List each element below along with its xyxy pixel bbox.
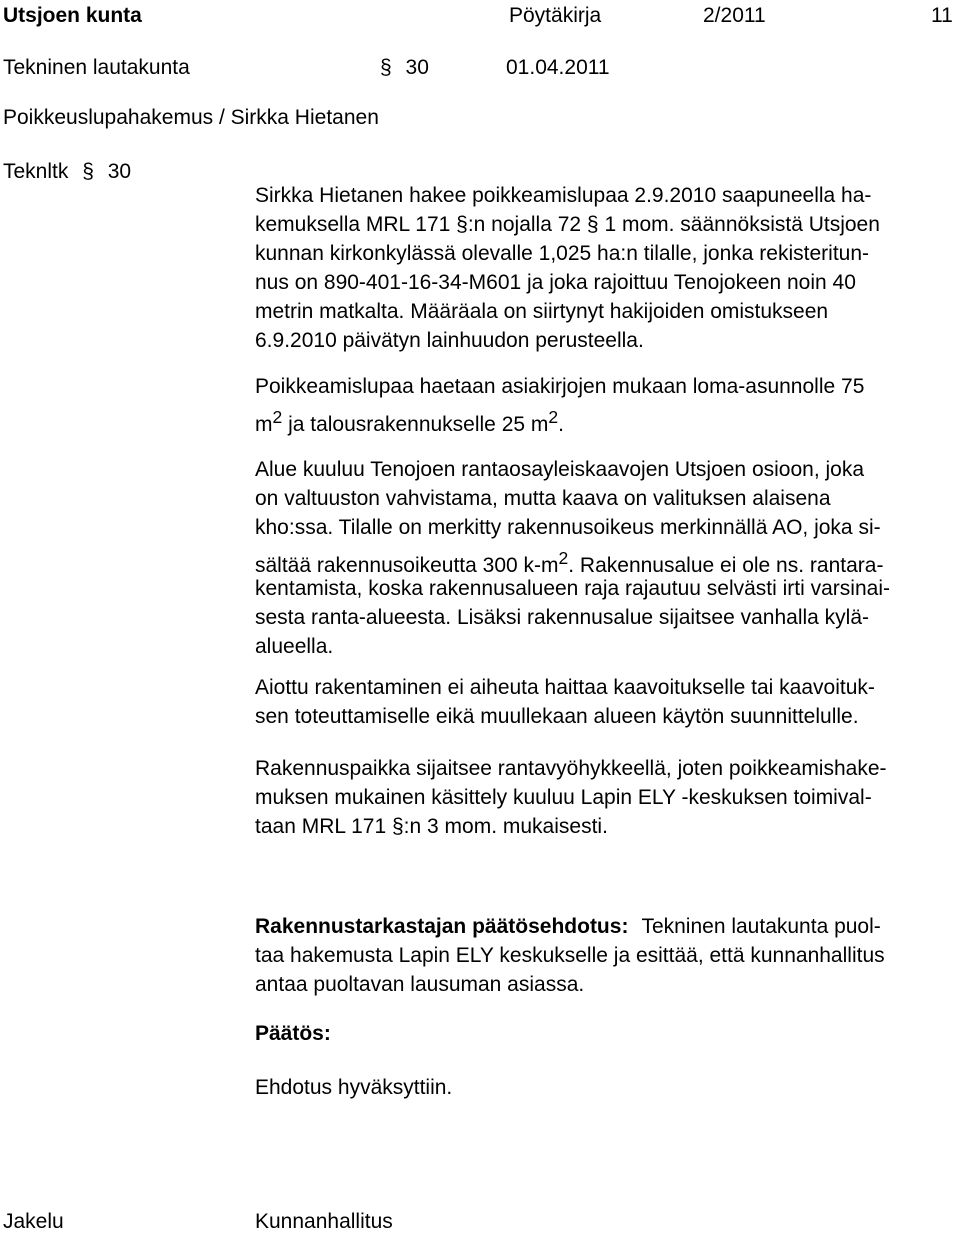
- text-line: kentamista, koska rakennusalueen raja rajautuu selvästi irti varsinai-: [255, 577, 890, 600]
- proposal-section: [255, 912, 960, 999]
- committee-reference: [3, 161, 131, 182]
- text-line: 6.9.2010 päivätyn lainhuudon perusteella.: [255, 329, 644, 352]
- text-line: sen toteuttamiselle eikä muullekaan alueen käytön suunnittelulle.: [255, 705, 859, 728]
- municipality-name: Utsjoen kunta: [3, 4, 142, 27]
- text-line: antaa puoltavan lausuman asiassa.: [255, 973, 585, 996]
- distribution-label: Jakelu: [3, 1210, 64, 1233]
- section-symbol: §: [380, 56, 392, 79]
- section-symbol: §: [456, 213, 468, 236]
- text-line: taan MRL 171 §:n 3 mom. mukaisesti.: [255, 812, 960, 841]
- text-line: Alue kuuluu Tenojoen rantaosayleiskaavojen Utsjoen osioon, joka: [255, 458, 865, 481]
- document-number: 2/2011: [703, 4, 766, 27]
- superscript: 2: [558, 548, 569, 568]
- superscript: 2: [272, 407, 283, 427]
- text-line: $m^2$ ja talousrakennukselle 25 $m^2$.: [255, 407, 564, 436]
- reference-label: Teknltk: [3, 160, 69, 183]
- text-line: Rakennustarkastajan päätösehdotus: Tekninen lautakunta puol-: [255, 915, 881, 938]
- text-line: kunnan kirkonkylässä olevalle 1,025 ha:n tilalle, jonka rekisteritun-: [255, 242, 870, 265]
- text-line: kho:ssa. Tilalle on merkitty rakennusoikeus merkinnällä AO, joka si-: [255, 516, 881, 539]
- text-line: on valtuuston vahvistama, mutta kaava on valituksen alaisena: [255, 487, 831, 510]
- text-line: muksen mukainen käsittely kuuluu Lapin ELY -keskuksen toimival-: [255, 786, 872, 809]
- text-line: Sirkka Hietanen hakee poikkeamislupaa 2.9.2010 saapuneella ha-: [255, 184, 872, 207]
- reference-number: 30: [107, 160, 132, 183]
- section-reference: [380, 57, 429, 78]
- text-line: taa hakemusta Lapin ELY keskukselle ja esittää, että kunnanhallitus: [255, 944, 885, 967]
- text-line: kemuksella MRL 171 §:n nojalla 72 § 1 mom. säännöksistä Utsjoen: [255, 210, 960, 239]
- distribution-recipient: Kunnanhallitus: [255, 1210, 393, 1233]
- document-type: Pöytäkirja: [509, 4, 602, 27]
- text-line: metrin matkalta. Määräala on siirtynyt hakijoiden omistukseen: [255, 300, 829, 323]
- text-line: sesta ranta-alueesta. Lisäksi rakennusalue sijaitsee vanhalla kylä-: [255, 606, 870, 629]
- paragraph-planning-impact: [255, 673, 960, 731]
- text-line: sältää rakennusoikeutta 300 $k-m^2$. Rakennusalue ei ole ns. rantara-: [255, 548, 884, 577]
- section-symbol: §: [391, 815, 404, 838]
- paragraph-zoning: [255, 455, 960, 661]
- text-line: Aiottu rakentaminen ei aiheuta haittaa kaavoitukselle tai kaavoituk-: [255, 676, 875, 699]
- paragraph-shoreline-zone: [255, 754, 960, 841]
- proposal-heading: Rakennustarkastajan päätösehdotus:: [255, 915, 629, 938]
- text-line: Poikkeamislupaa haetaan asiakirjojen mukaan loma-asunnolle 75: [255, 375, 865, 398]
- section-number: 30: [405, 56, 429, 79]
- committee-name: Tekninen lautakunta: [3, 56, 190, 79]
- paragraph-application: [255, 181, 960, 355]
- reference-symbol: §: [82, 160, 94, 183]
- section-symbol: §: [586, 213, 599, 236]
- superscript: 2: [548, 407, 559, 427]
- decision-heading: Päätös:: [255, 1022, 331, 1045]
- decision-text: Ehdotus hyväksyttiin.: [255, 1076, 453, 1099]
- page-number: 11: [931, 4, 953, 27]
- subject-title: Poikkeuslupahakemus / Sirkka Hietanen: [3, 106, 379, 129]
- meeting-date: 01.04.2011: [506, 56, 610, 79]
- text-line: Rakennuspaikka sijaitsee rantavyöhykkeellä, joten poikkeamishake-: [255, 757, 887, 780]
- text-line: nus on 890-401-16-34-M601 ja joka rajoittuu Tenojokeen noin 40: [255, 271, 856, 294]
- text-line: alueella.: [255, 635, 334, 658]
- paragraph-floor-area: [255, 372, 960, 436]
